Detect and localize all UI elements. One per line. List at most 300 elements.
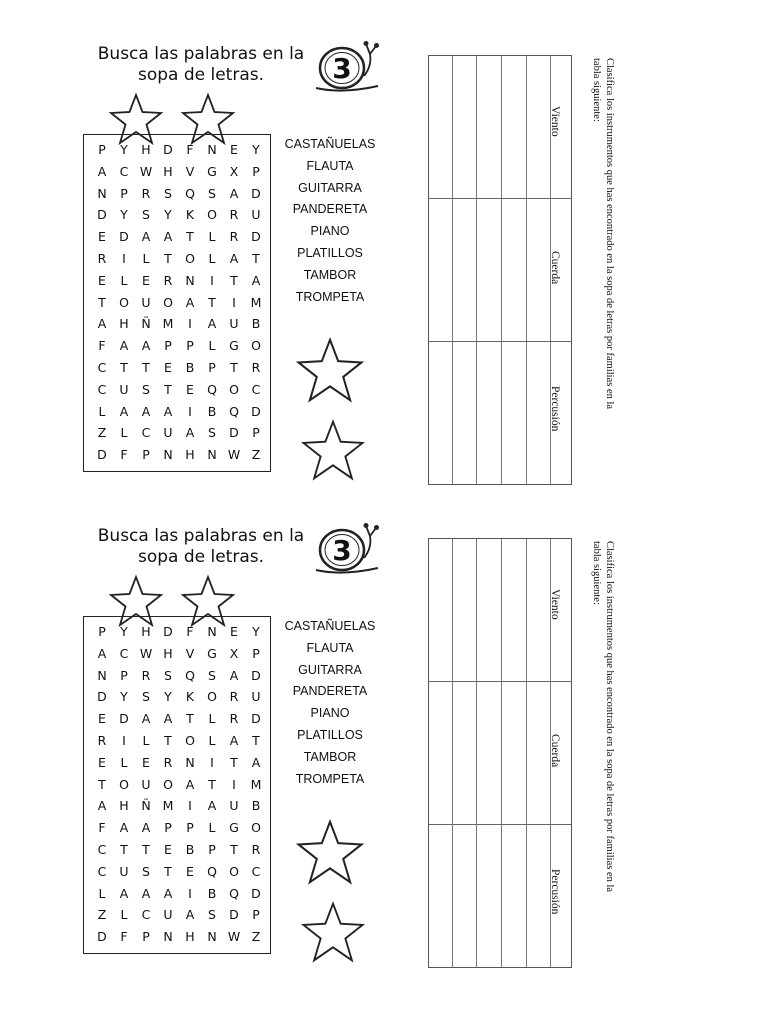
grid-letter: E	[142, 272, 150, 288]
grid-letter: H	[185, 929, 195, 945]
grid-row	[92, 621, 268, 642]
column-header-cuerda: Cuerda	[549, 251, 561, 285]
grid-letter: A	[207, 798, 217, 814]
grid-letter: Q	[207, 381, 217, 397]
grid-row	[92, 357, 268, 378]
grid-letter: A	[141, 403, 151, 419]
grid-letter: Y	[164, 207, 172, 223]
grid-letter: P	[252, 425, 260, 441]
grid-letter: D	[97, 689, 107, 705]
grid-letter: R	[141, 185, 151, 201]
grid-letter: H	[119, 316, 129, 332]
grid-letter: A	[163, 229, 173, 245]
grid-letter: T	[252, 733, 260, 748]
grid-letter: N	[207, 142, 217, 157]
column-header-viento: Viento	[549, 589, 561, 620]
grid-letter: O	[229, 863, 239, 879]
grid-row	[92, 926, 268, 947]
grid-letter: T	[186, 711, 194, 727]
grid-row	[92, 379, 268, 400]
grid-letter: B	[185, 360, 195, 375]
word-list-item: GUITARRA	[298, 662, 362, 677]
grid-letter: E	[98, 272, 106, 288]
grid-letter: A	[141, 885, 151, 901]
grid-letter: T	[252, 251, 260, 266]
grid-letter: I	[122, 733, 126, 748]
grid-letter: W	[139, 645, 153, 661]
grid-letter: H	[141, 142, 151, 157]
grid-letter: A	[119, 403, 129, 419]
grid-letter: F	[120, 929, 128, 945]
grid-letter: L	[208, 820, 216, 836]
grid-letter: S	[208, 667, 216, 683]
grid-letter: Ñ	[141, 798, 151, 814]
grid-row	[92, 292, 268, 313]
word-list-item: PANDERETA	[292, 202, 368, 217]
grid-letter: W	[227, 929, 241, 945]
grid-letter: S	[142, 689, 150, 705]
grid-letter: G	[229, 338, 239, 354]
grid-letter: I	[188, 798, 192, 814]
grid-row	[92, 204, 268, 225]
grid-letter: Y	[120, 207, 128, 223]
grid-letter: L	[208, 229, 216, 245]
grid-letter: I	[210, 754, 214, 770]
grid-letter: F	[120, 447, 128, 463]
grid-letter: R	[251, 360, 261, 375]
grid-letter: R	[229, 207, 239, 223]
grid-letter: L	[120, 425, 128, 441]
grid-row	[92, 774, 268, 795]
word-list-item: TROMPETA	[295, 289, 365, 304]
grid-letter: E	[164, 842, 172, 857]
grid-letter: Q	[185, 667, 195, 683]
star-icon	[294, 336, 366, 404]
grid-letter: T	[164, 381, 172, 397]
grid-letter: P	[186, 338, 194, 354]
grid-letter: T	[208, 776, 216, 792]
grid-letter: P	[142, 447, 150, 463]
grid-letter: O	[119, 776, 129, 792]
grid-letter: N	[97, 667, 107, 683]
grid-letter: B	[185, 842, 195, 857]
grid-letter: P	[164, 338, 172, 354]
grid-letter: A	[229, 251, 239, 266]
grid-letter: L	[208, 338, 216, 354]
grid-letter: D	[163, 142, 173, 157]
grid-row	[92, 270, 268, 291]
grid-letter: T	[230, 842, 238, 857]
grid-row	[92, 313, 268, 334]
grid-letter: T	[164, 733, 172, 748]
grid-row	[92, 401, 268, 422]
grid-letter: I	[232, 294, 236, 310]
grid-letter: Z	[97, 425, 107, 441]
grid-letter: A	[141, 820, 151, 836]
grid-letter: R	[229, 711, 239, 727]
grid-letter: H	[163, 163, 173, 179]
grid-row	[92, 161, 268, 182]
grid-letter: Ñ	[141, 316, 151, 332]
grid-letter: R	[163, 272, 173, 288]
grid-letter: D	[251, 185, 261, 201]
grid-row	[92, 904, 268, 925]
grid-letter: L	[142, 251, 150, 266]
word-search-bottom	[80, 522, 392, 945]
grid-letter: U	[141, 776, 151, 792]
grid-letter: C	[119, 163, 129, 179]
grid-row	[92, 139, 268, 160]
word-list-item: TAMBOR	[303, 749, 357, 764]
grid-letter: D	[97, 447, 107, 463]
grid-letter: C	[97, 360, 107, 375]
grid-letter: P	[252, 163, 260, 179]
classification-instruction: Clasifica los instrumentos que has encontrado en la sopa de letras por familias en la tabla siguiente:	[591, 541, 615, 893]
classification-table-bottom	[428, 538, 572, 968]
grid-letter: Y	[120, 689, 128, 705]
grid-letter: S	[142, 207, 150, 223]
grid-letter: C	[97, 863, 107, 879]
word-list-item: CASTAÑUELAS	[284, 619, 376, 633]
grid-letter: S	[142, 381, 150, 397]
grid-letter: C	[251, 863, 261, 879]
grid-letter: D	[251, 711, 261, 727]
grid-letter: E	[186, 863, 194, 879]
grid-row	[92, 643, 268, 664]
grid-letter: D	[119, 229, 129, 245]
word-search-title: Busca las palabras en la sopa de letras.	[97, 44, 305, 85]
grid-letter: E	[142, 754, 150, 770]
grid-letter: A	[141, 229, 151, 245]
grid-letter: V	[185, 645, 195, 661]
grid-letter: T	[142, 360, 150, 375]
grid-letter: O	[119, 294, 129, 310]
grid-letter: B	[207, 403, 217, 419]
grid-letter: O	[229, 381, 239, 397]
grid-row	[92, 795, 268, 816]
grid-letter: Q	[229, 403, 239, 419]
badge-number: 3	[332, 52, 352, 85]
grid-letter: D	[251, 667, 261, 683]
grid-letter: R	[163, 754, 173, 770]
column-header-cuerda: Cuerda	[549, 734, 561, 768]
grid-letter: L	[208, 711, 216, 727]
grid-letter: B	[251, 798, 261, 814]
grid-letter: O	[251, 820, 261, 836]
word-list-item: GUITARRA	[298, 180, 362, 195]
grid-letter: N	[97, 185, 107, 201]
word-list-item: TROMPETA	[295, 771, 365, 786]
grid-letter: C	[119, 645, 129, 661]
grid-letter: I	[210, 272, 214, 288]
grid-letter: S	[208, 185, 216, 201]
grid-letter: A	[97, 645, 107, 661]
grid-row	[92, 226, 268, 247]
grid-letter: A	[229, 667, 239, 683]
grid-row	[92, 248, 268, 269]
word-list-item: PANDERETA	[292, 684, 368, 699]
grid-letter: S	[164, 185, 172, 201]
grid-letter: D	[251, 885, 261, 901]
grid-letter: T	[98, 776, 106, 792]
grid-letter: A	[251, 272, 261, 288]
grid-letter: Y	[120, 624, 128, 639]
grid-row	[92, 752, 268, 773]
grid-letter: E	[98, 754, 106, 770]
grid-letter: P	[120, 185, 128, 201]
grid-letter: A	[141, 711, 151, 727]
grid-letter: N	[163, 929, 173, 945]
grid-letter: L	[142, 733, 150, 748]
grid-letter: T	[120, 842, 128, 857]
grid-letter: H	[163, 645, 173, 661]
letter-grid	[83, 616, 271, 954]
grid-letter: U	[251, 207, 261, 223]
grid-letter: F	[98, 820, 106, 836]
grid-letter: A	[229, 733, 239, 748]
grid-letter: E	[230, 624, 238, 639]
grid-row	[92, 839, 268, 860]
snail-number-badge	[312, 40, 388, 94]
grid-row	[92, 861, 268, 882]
grid-letter: L	[120, 907, 128, 923]
grid-letter: R	[229, 229, 239, 245]
grid-letter: T	[164, 251, 172, 266]
grid-letter: F	[186, 624, 194, 639]
grid-letter: U	[119, 863, 129, 879]
grid-letter: A	[185, 907, 195, 923]
grid-letter: Q	[185, 185, 195, 201]
grid-letter: Q	[229, 885, 239, 901]
grid-letter: N	[163, 447, 173, 463]
grid-letter: A	[97, 798, 107, 814]
grid-row	[92, 686, 268, 707]
grid-letter: N	[185, 272, 195, 288]
grid-row	[92, 883, 268, 904]
grid-letter: U	[163, 907, 173, 923]
grid-letter: U	[119, 381, 129, 397]
grid-row	[92, 708, 268, 729]
grid-letter: Z	[251, 447, 261, 463]
grid-letter: A	[229, 185, 239, 201]
grid-letter: F	[186, 142, 194, 157]
grid-letter: T	[98, 294, 106, 310]
grid-letter: S	[208, 907, 216, 923]
grid-letter: A	[119, 885, 129, 901]
classification-table-top	[428, 55, 572, 485]
grid-letter: C	[141, 907, 151, 923]
grid-letter: L	[98, 885, 106, 901]
grid-letter: A	[97, 163, 107, 179]
grid-letter: S	[164, 667, 172, 683]
grid-letter: O	[185, 733, 195, 748]
grid-letter: D	[97, 207, 107, 223]
grid-letter: D	[229, 907, 239, 923]
grid-row	[92, 335, 268, 356]
grid-letter: U	[251, 689, 261, 705]
grid-letter: D	[97, 929, 107, 945]
grid-letter: A	[119, 338, 129, 354]
word-list-item: PLATILLOS	[297, 728, 363, 742]
word-list-item: PIANO	[310, 706, 350, 721]
grid-letter: Z	[251, 929, 261, 945]
grid-letter: I	[188, 885, 192, 901]
grid-letter: O	[207, 689, 217, 705]
grid-letter: A	[185, 776, 195, 792]
grid-letter: U	[229, 798, 239, 814]
grid-letter: A	[185, 425, 195, 441]
grid-letter: U	[229, 316, 239, 332]
grid-letter: E	[98, 711, 106, 727]
column-header-viento: Viento	[549, 106, 561, 137]
snail-number-badge	[312, 522, 388, 576]
grid-letter: T	[230, 754, 238, 770]
grid-letter: N	[207, 624, 217, 639]
grid-letter: G	[207, 163, 217, 179]
grid-letter: W	[139, 163, 153, 179]
grid-row	[92, 183, 268, 204]
grid-letter: C	[251, 381, 261, 397]
grid-letter: A	[163, 885, 173, 901]
grid-row	[92, 422, 268, 443]
grid-letter: M	[250, 294, 262, 310]
grid-letter: N	[207, 447, 217, 463]
grid-letter: K	[185, 689, 195, 705]
grid-letter: O	[163, 776, 173, 792]
star-icon	[300, 418, 366, 482]
grid-letter: G	[229, 820, 239, 836]
grid-letter: O	[185, 251, 195, 266]
word-list-item: TAMBOR	[303, 267, 357, 282]
grid-letter: H	[119, 798, 129, 814]
grid-letter: T	[186, 229, 194, 245]
word-list-item: FLAUTA	[306, 158, 354, 173]
column-header-percusion: Percusión	[549, 869, 561, 915]
grid-letter: D	[251, 229, 261, 245]
grid-letter: C	[97, 842, 107, 857]
grid-letter: P	[208, 842, 216, 857]
grid-letter: P	[120, 667, 128, 683]
badge-number: 3	[332, 534, 352, 567]
grid-letter: N	[207, 929, 217, 945]
grid-letter: T	[164, 863, 172, 879]
grid-letter: T	[142, 842, 150, 857]
grid-letter: O	[163, 294, 173, 310]
grid-letter: A	[163, 711, 173, 727]
classification-instruction: Clasifica los instrumentos que has encontrado en la sopa de letras por familias en la tabla siguiente:	[591, 58, 615, 410]
grid-letter: R	[229, 689, 239, 705]
grid-letter: Y	[252, 142, 260, 157]
grid-row	[92, 665, 268, 686]
star-icon	[294, 818, 366, 886]
grid-letter: R	[141, 667, 151, 683]
grid-letter: X	[229, 163, 239, 179]
grid-letter: A	[163, 403, 173, 419]
grid-letter: P	[98, 142, 106, 157]
grid-letter: T	[230, 272, 238, 288]
grid-letter: P	[186, 820, 194, 836]
grid-letter: L	[208, 733, 216, 748]
grid-letter: A	[119, 820, 129, 836]
star-icon	[300, 900, 366, 964]
column-header-percusion: Percusión	[549, 386, 561, 432]
grid-letter: U	[163, 425, 173, 441]
grid-letter: B	[207, 885, 217, 901]
grid-letter: M	[162, 316, 174, 332]
grid-letter: A	[141, 338, 151, 354]
grid-letter: M	[250, 776, 262, 792]
word-list-item: CASTAÑUELAS	[284, 137, 376, 151]
grid-row	[92, 730, 268, 751]
grid-letter: W	[227, 447, 241, 463]
grid-letter: P	[252, 645, 260, 661]
grid-letter: P	[142, 929, 150, 945]
grid-letter: P	[164, 820, 172, 836]
grid-letter: L	[120, 272, 128, 288]
grid-letter: I	[122, 251, 126, 266]
grid-letter: Z	[97, 907, 107, 923]
grid-letter: R	[97, 733, 107, 748]
grid-letter: E	[98, 229, 106, 245]
grid-letter: P	[208, 360, 216, 375]
grid-row	[92, 444, 268, 465]
word-list-item: PIANO	[310, 224, 350, 239]
grid-letter: A	[207, 316, 217, 332]
grid-letter: U	[141, 294, 151, 310]
grid-letter: C	[141, 425, 151, 441]
grid-row	[92, 817, 268, 838]
grid-letter: L	[120, 754, 128, 770]
grid-letter: O	[207, 207, 217, 223]
grid-letter: T	[120, 360, 128, 375]
grid-letter: D	[229, 425, 239, 441]
grid-letter: A	[97, 316, 107, 332]
grid-letter: D	[251, 403, 261, 419]
letter-grid	[83, 134, 271, 472]
grid-letter: P	[252, 907, 260, 923]
grid-letter: A	[185, 294, 195, 310]
grid-letter: E	[164, 360, 172, 375]
grid-letter: P	[98, 624, 106, 639]
grid-letter: Q	[207, 863, 217, 879]
grid-letter: H	[185, 447, 195, 463]
grid-letter: M	[162, 798, 174, 814]
word-search-top	[80, 40, 392, 463]
grid-letter: N	[185, 754, 195, 770]
grid-letter: F	[98, 338, 106, 354]
grid-letter: R	[97, 251, 107, 266]
grid-letter: B	[251, 316, 261, 332]
grid-letter: Y	[120, 142, 128, 157]
grid-letter: S	[208, 425, 216, 441]
grid-letter: H	[141, 624, 151, 639]
grid-letter: O	[251, 338, 261, 354]
grid-letter: I	[188, 403, 192, 419]
grid-letter: E	[186, 381, 194, 397]
grid-letter: I	[232, 776, 236, 792]
word-list-item: PLATILLOS	[297, 246, 363, 260]
grid-letter: D	[119, 711, 129, 727]
grid-letter: Y	[252, 624, 260, 639]
grid-letter: L	[98, 403, 106, 419]
grid-letter: X	[229, 645, 239, 661]
grid-letter: E	[230, 142, 238, 157]
grid-letter: V	[185, 163, 195, 179]
grid-letter: S	[142, 863, 150, 879]
grid-letter: A	[251, 754, 261, 770]
grid-letter: C	[97, 381, 107, 397]
grid-letter: T	[208, 294, 216, 310]
